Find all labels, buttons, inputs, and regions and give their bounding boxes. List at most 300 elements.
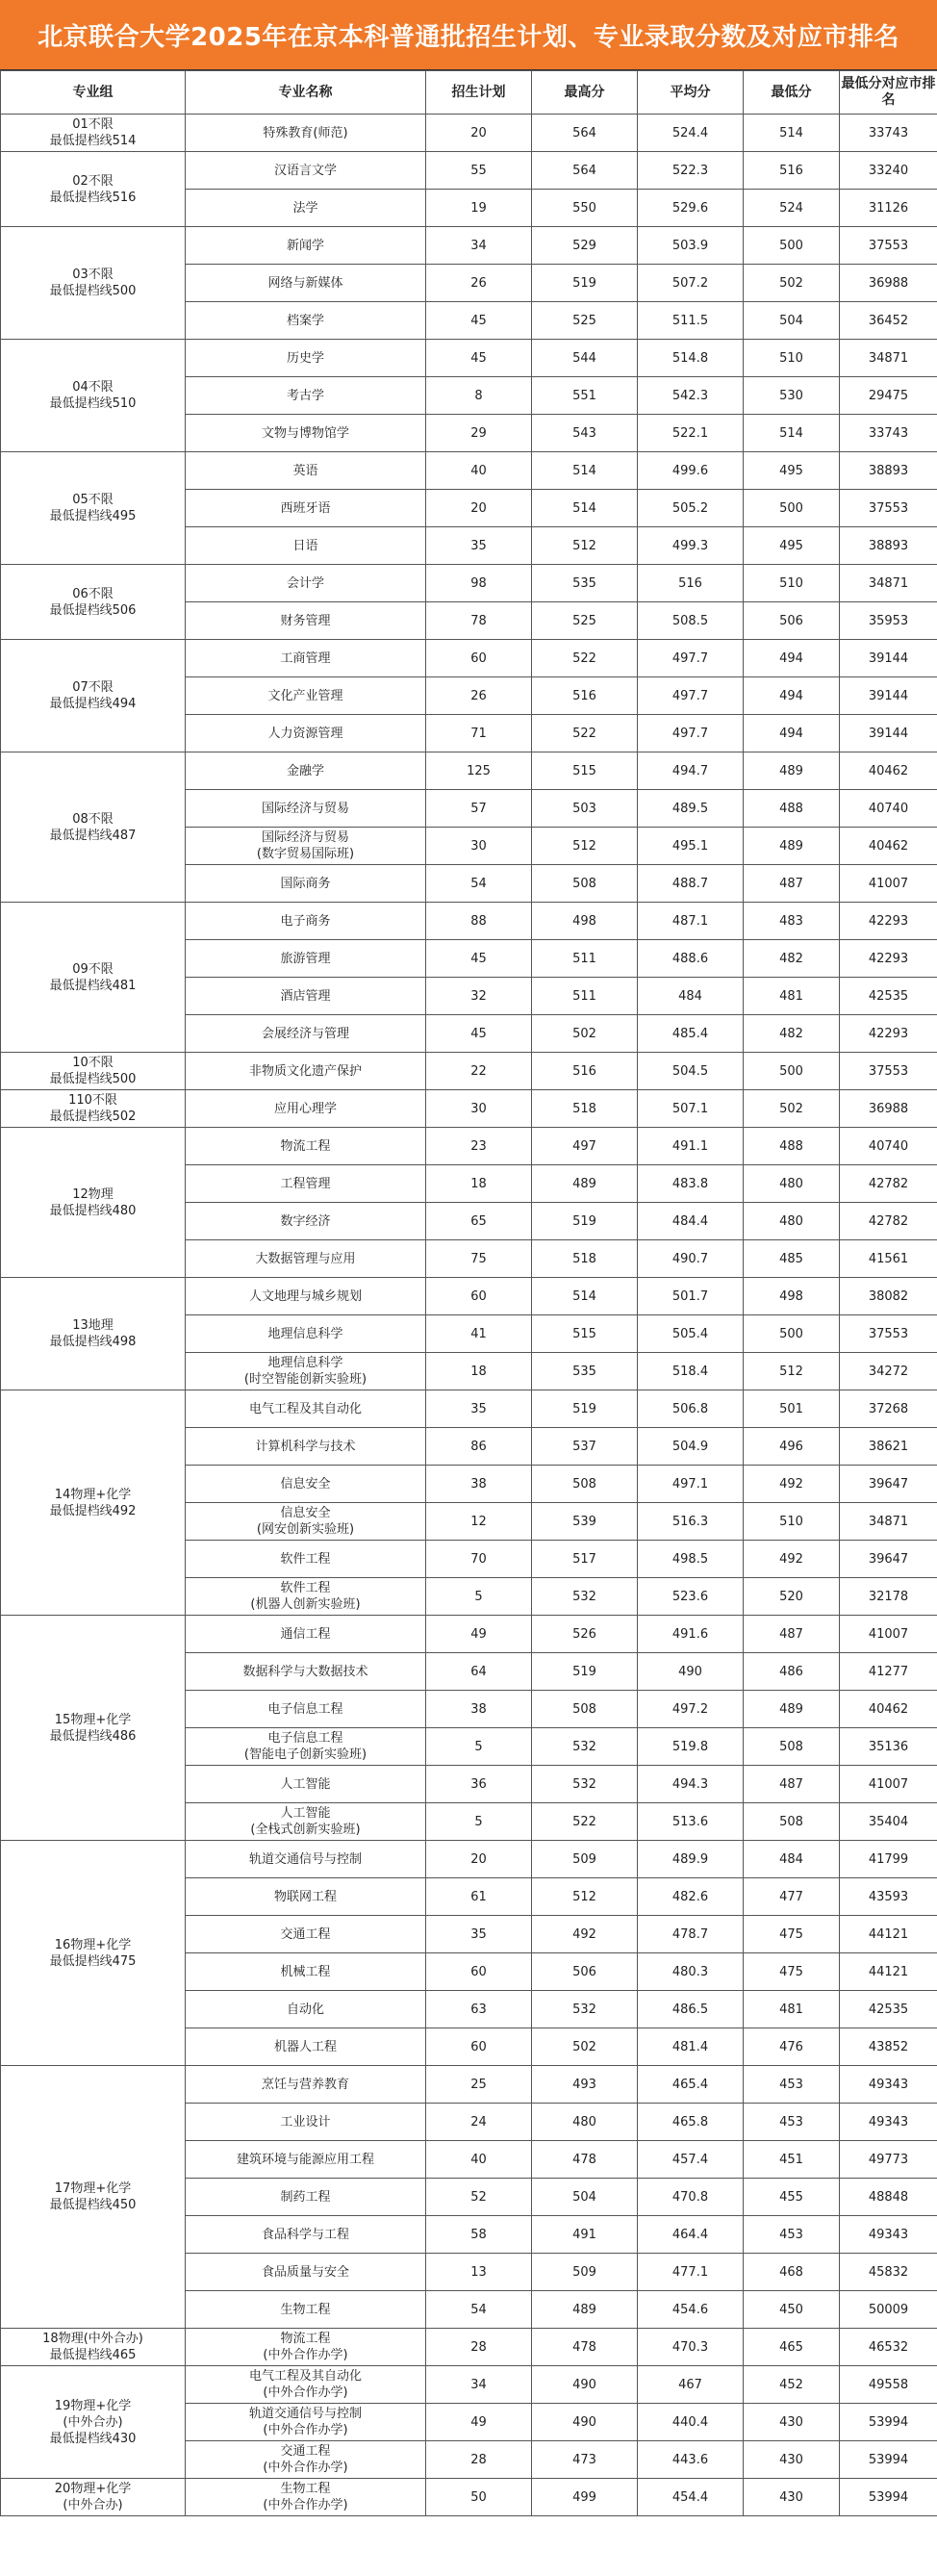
avg-score-cell: 484.4 (638, 1203, 744, 1240)
plan-count-cell: 64 (426, 1653, 532, 1691)
plan-count-cell: 52 (426, 2179, 532, 2216)
min-score-cell: 468 (744, 2254, 840, 2291)
min-score-cell: 494 (744, 640, 840, 677)
major-name-cell: 软件工程 (186, 1541, 426, 1578)
max-score-cell: 480 (532, 2104, 638, 2141)
avg-score-cell: 511.5 (638, 302, 744, 340)
city-rank-cell: 41007 (840, 1616, 937, 1653)
header-rank: 最低分对应市排名 (840, 71, 937, 115)
major-name-cell: 电子商务 (186, 903, 426, 940)
min-score-cell: 480 (744, 1165, 840, 1203)
table-row (1, 1390, 937, 1428)
plan-count-cell: 20 (426, 115, 532, 152)
min-score-cell: 510 (744, 340, 840, 377)
major-name-cell: 历史学 (186, 340, 426, 377)
plan-count-cell: 25 (426, 2066, 532, 2104)
city-rank-cell: 37553 (840, 227, 937, 265)
table-row (1, 752, 937, 790)
avg-score-cell: 497.7 (638, 677, 744, 715)
avg-score-cell: 508.5 (638, 602, 744, 640)
plan-count-cell: 71 (426, 715, 532, 752)
min-score-cell: 487 (744, 865, 840, 903)
major-name-cell: 机械工程 (186, 1953, 426, 1991)
group-cell: 20物理+化学 (中外合办) (1, 2479, 186, 2516)
city-rank-cell: 41799 (840, 1841, 937, 1878)
plan-count-cell: 19 (426, 190, 532, 227)
plan-count-cell: 60 (426, 2028, 532, 2066)
min-score-cell: 487 (744, 1616, 840, 1653)
max-score-cell: 525 (532, 302, 638, 340)
plan-count-cell: 26 (426, 677, 532, 715)
min-score-cell: 489 (744, 828, 840, 865)
max-score-cell: 473 (532, 2441, 638, 2479)
table-row (1, 1090, 937, 1128)
plan-count-cell: 35 (426, 527, 532, 565)
max-score-cell: 532 (532, 1578, 638, 1616)
header-min-score: 最低分 (744, 71, 840, 115)
city-rank-cell: 35404 (840, 1803, 937, 1841)
city-rank-cell: 42535 (840, 978, 937, 1015)
avg-score-cell: 497.7 (638, 715, 744, 752)
city-rank-cell: 33743 (840, 415, 937, 452)
max-score-cell: 537 (532, 1428, 638, 1466)
max-score-cell: 564 (532, 115, 638, 152)
avg-score-cell: 440.4 (638, 2404, 744, 2441)
group-cell: 06不限 最低提档线506 (1, 565, 186, 640)
avg-score-cell: 464.4 (638, 2216, 744, 2254)
plan-count-cell: 18 (426, 1165, 532, 1203)
group-cell: 14物理+化学 最低提档线492 (1, 1390, 186, 1616)
plan-count-cell: 41 (426, 1315, 532, 1353)
max-score-cell: 508 (532, 1466, 638, 1503)
city-rank-cell: 37268 (840, 1390, 937, 1428)
max-score-cell: 535 (532, 1353, 638, 1390)
max-score-cell: 508 (532, 1691, 638, 1728)
major-name-cell: 人力资源管理 (186, 715, 426, 752)
city-rank-cell: 49343 (840, 2104, 937, 2141)
min-score-cell: 489 (744, 752, 840, 790)
city-rank-cell: 39144 (840, 715, 937, 752)
major-name-cell: 地理信息科学 (186, 1315, 426, 1353)
plan-count-cell: 32 (426, 978, 532, 1015)
city-rank-cell: 42293 (840, 1015, 937, 1053)
city-rank-cell: 31126 (840, 190, 937, 227)
avg-score-cell: 503.9 (638, 227, 744, 265)
min-score-cell: 489 (744, 1691, 840, 1728)
plan-count-cell: 22 (426, 1053, 532, 1090)
major-name-cell: 交通工程 (中外合作办学) (186, 2441, 426, 2479)
max-score-cell: 502 (532, 2028, 638, 2066)
avg-score-cell: 494.7 (638, 752, 744, 790)
major-name-cell: 财务管理 (186, 602, 426, 640)
group-cell: 12物理 最低提档线480 (1, 1128, 186, 1278)
plan-count-cell: 58 (426, 2216, 532, 2254)
avg-score-cell: 470.8 (638, 2179, 744, 2216)
min-score-cell: 453 (744, 2216, 840, 2254)
min-score-cell: 501 (744, 1390, 840, 1428)
avg-score-cell: 480.3 (638, 1953, 744, 1991)
plan-count-cell: 30 (426, 828, 532, 865)
plan-count-cell: 54 (426, 2291, 532, 2329)
min-score-cell: 508 (744, 1728, 840, 1766)
major-name-cell: 自动化 (186, 1991, 426, 2028)
avg-score-cell: 490 (638, 1653, 744, 1691)
city-rank-cell: 37553 (840, 490, 937, 527)
avg-score-cell: 486.5 (638, 1991, 744, 2028)
table-row (1, 152, 937, 190)
major-name-cell: 物流工程 (中外合作办学) (186, 2329, 426, 2366)
max-score-cell: 518 (532, 1240, 638, 1278)
table-row (1, 452, 937, 490)
table-body (1, 115, 937, 2516)
major-name-cell: 计算机科学与技术 (186, 1428, 426, 1466)
min-score-cell: 485 (744, 1240, 840, 1278)
city-rank-cell: 36988 (840, 1090, 937, 1128)
avg-score-cell: 454.6 (638, 2291, 744, 2329)
city-rank-cell: 43593 (840, 1878, 937, 1916)
plan-count-cell: 78 (426, 602, 532, 640)
avg-score-cell: 523.6 (638, 1578, 744, 1616)
max-score-cell: 506 (532, 1953, 638, 1991)
max-score-cell: 564 (532, 152, 638, 190)
major-name-cell: 烹饪与营养教育 (186, 2066, 426, 2104)
max-score-cell: 503 (532, 790, 638, 828)
min-score-cell: 500 (744, 1053, 840, 1090)
max-score-cell: 518 (532, 1090, 638, 1128)
min-score-cell: 453 (744, 2104, 840, 2141)
major-name-cell: 英语 (186, 452, 426, 490)
min-score-cell: 480 (744, 1203, 840, 1240)
avg-score-cell: 497.2 (638, 1691, 744, 1728)
major-name-cell: 工程管理 (186, 1165, 426, 1203)
min-score-cell: 481 (744, 978, 840, 1015)
min-score-cell: 488 (744, 1128, 840, 1165)
major-name-cell: 大数据管理与应用 (186, 1240, 426, 1278)
avg-score-cell: 488.7 (638, 865, 744, 903)
major-name-cell: 建筑环境与能源应用工程 (186, 2141, 426, 2179)
avg-score-cell: 443.6 (638, 2441, 744, 2479)
group-cell: 09不限 最低提档线481 (1, 903, 186, 1053)
min-score-cell: 495 (744, 452, 840, 490)
avg-score-cell: 483.8 (638, 1165, 744, 1203)
max-score-cell: 514 (532, 1278, 638, 1315)
group-cell: 10不限 最低提档线500 (1, 1053, 186, 1090)
avg-score-cell: 491.1 (638, 1128, 744, 1165)
plan-count-cell: 98 (426, 565, 532, 602)
avg-score-cell: 522.1 (638, 415, 744, 452)
table-row (1, 903, 937, 940)
city-rank-cell: 42535 (840, 1991, 937, 2028)
plan-count-cell: 18 (426, 1353, 532, 1390)
plan-count-cell: 5 (426, 1728, 532, 1766)
min-score-cell: 430 (744, 2404, 840, 2441)
header-plan: 招生计划 (426, 71, 532, 115)
city-rank-cell: 33743 (840, 115, 937, 152)
min-score-cell: 492 (744, 1466, 840, 1503)
city-rank-cell: 34871 (840, 565, 937, 602)
major-name-cell: 生物工程 (186, 2291, 426, 2329)
major-name-cell: 轨道交通信号与控制 (186, 1841, 426, 1878)
max-score-cell: 532 (532, 1728, 638, 1766)
city-rank-cell: 41007 (840, 1766, 937, 1803)
city-rank-cell: 48848 (840, 2179, 937, 2216)
major-name-cell: 国际商务 (186, 865, 426, 903)
city-rank-cell: 41277 (840, 1653, 937, 1691)
max-score-cell: 512 (532, 828, 638, 865)
avg-score-cell: 467 (638, 2366, 744, 2404)
plan-count-cell: 8 (426, 377, 532, 415)
table-row (1, 1278, 937, 1315)
avg-score-cell: 482.6 (638, 1878, 744, 1916)
major-name-cell: 物联网工程 (186, 1878, 426, 1916)
major-name-cell: 西班牙语 (186, 490, 426, 527)
max-score-cell: 516 (532, 677, 638, 715)
major-name-cell: 地理信息科学 (时空智能创新实验班) (186, 1353, 426, 1390)
plan-count-cell: 45 (426, 940, 532, 978)
major-name-cell: 数字经济 (186, 1203, 426, 1240)
major-name-cell: 数据科学与大数据技术 (186, 1653, 426, 1691)
max-score-cell: 497 (532, 1128, 638, 1165)
min-score-cell: 477 (744, 1878, 840, 1916)
city-rank-cell: 38621 (840, 1428, 937, 1466)
max-score-cell: 492 (532, 1916, 638, 1953)
min-score-cell: 494 (744, 677, 840, 715)
plan-count-cell: 60 (426, 1953, 532, 1991)
admission-table (0, 70, 937, 2516)
group-cell: 19物理+化学 (中外合办) 最低提档线430 (1, 2366, 186, 2479)
min-score-cell: 494 (744, 715, 840, 752)
min-score-cell: 500 (744, 1315, 840, 1353)
major-name-cell: 信息安全 (186, 1466, 426, 1503)
min-score-cell: 451 (744, 2141, 840, 2179)
plan-count-cell: 35 (426, 1390, 532, 1428)
city-rank-cell: 49343 (840, 2216, 937, 2254)
plan-count-cell: 45 (426, 302, 532, 340)
avg-score-cell: 485.4 (638, 1015, 744, 1053)
max-score-cell: 514 (532, 452, 638, 490)
plan-count-cell: 29 (426, 415, 532, 452)
plan-count-cell: 86 (426, 1428, 532, 1466)
avg-score-cell: 481.4 (638, 2028, 744, 2066)
max-score-cell: 522 (532, 1803, 638, 1841)
avg-score-cell: 497.1 (638, 1466, 744, 1503)
avg-score-cell: 499.3 (638, 527, 744, 565)
group-cell: 08不限 最低提档线487 (1, 752, 186, 903)
plan-count-cell: 34 (426, 227, 532, 265)
header-avg-score: 平均分 (638, 71, 744, 115)
plan-count-cell: 88 (426, 903, 532, 940)
max-score-cell: 478 (532, 2329, 638, 2366)
city-rank-cell: 53994 (840, 2404, 937, 2441)
avg-score-cell: 514.8 (638, 340, 744, 377)
max-score-cell: 491 (532, 2216, 638, 2254)
avg-score-cell: 522.3 (638, 152, 744, 190)
avg-score-cell: 542.3 (638, 377, 744, 415)
city-rank-cell: 41561 (840, 1240, 937, 1278)
plan-count-cell: 13 (426, 2254, 532, 2291)
major-name-cell: 工业设计 (186, 2104, 426, 2141)
max-score-cell: 529 (532, 227, 638, 265)
avg-score-cell: 507.2 (638, 265, 744, 302)
major-name-cell: 软件工程 (机器人创新实验班) (186, 1578, 426, 1616)
min-score-cell: 430 (744, 2441, 840, 2479)
city-rank-cell: 33240 (840, 152, 937, 190)
min-score-cell: 486 (744, 1653, 840, 1691)
city-rank-cell: 42782 (840, 1203, 937, 1240)
min-score-cell: 487 (744, 1766, 840, 1803)
city-rank-cell: 46532 (840, 2329, 937, 2366)
avg-score-cell: 470.3 (638, 2329, 744, 2366)
header-max-score: 最高分 (532, 71, 638, 115)
table-row (1, 2479, 937, 2516)
avg-score-cell: 504.9 (638, 1428, 744, 1466)
min-score-cell: 502 (744, 265, 840, 302)
plan-count-cell: 40 (426, 2141, 532, 2179)
major-name-cell: 文物与博物馆学 (186, 415, 426, 452)
avg-score-cell: 489.5 (638, 790, 744, 828)
max-score-cell: 532 (532, 1991, 638, 2028)
min-score-cell: 475 (744, 1916, 840, 1953)
major-name-cell: 法学 (186, 190, 426, 227)
table-row (1, 640, 937, 677)
plan-count-cell: 125 (426, 752, 532, 790)
avg-score-cell: 465.4 (638, 2066, 744, 2104)
avg-score-cell: 490.7 (638, 1240, 744, 1278)
min-score-cell: 453 (744, 2066, 840, 2104)
city-rank-cell: 42293 (840, 903, 937, 940)
plan-count-cell: 61 (426, 1878, 532, 1916)
max-score-cell: 509 (532, 2254, 638, 2291)
max-score-cell: 498 (532, 903, 638, 940)
group-cell: 18物理(中外合办) 最低提档线465 (1, 2329, 186, 2366)
avg-score-cell: 499.6 (638, 452, 744, 490)
avg-score-cell: 516 (638, 565, 744, 602)
plan-count-cell: 45 (426, 340, 532, 377)
city-rank-cell: 40462 (840, 752, 937, 790)
avg-score-cell: 478.7 (638, 1916, 744, 1953)
header-group: 专业组 (1, 71, 186, 115)
min-score-cell: 495 (744, 527, 840, 565)
major-name-cell: 会计学 (186, 565, 426, 602)
city-rank-cell: 34871 (840, 1503, 937, 1541)
min-score-cell: 465 (744, 2329, 840, 2366)
city-rank-cell: 39144 (840, 640, 937, 677)
max-score-cell: 512 (532, 527, 638, 565)
avg-score-cell: 506.8 (638, 1390, 744, 1428)
major-name-cell: 电气工程及其自动化 (186, 1390, 426, 1428)
city-rank-cell: 49773 (840, 2141, 937, 2179)
city-rank-cell: 36452 (840, 302, 937, 340)
table-row (1, 1841, 937, 1878)
min-score-cell: 452 (744, 2366, 840, 2404)
avg-score-cell: 495.1 (638, 828, 744, 865)
city-rank-cell: 42782 (840, 1165, 937, 1203)
max-score-cell: 478 (532, 2141, 638, 2179)
avg-score-cell: 487.1 (638, 903, 744, 940)
city-rank-cell: 32178 (840, 1578, 937, 1616)
major-name-cell: 会展经济与管理 (186, 1015, 426, 1053)
avg-score-cell: 504.5 (638, 1053, 744, 1090)
city-rank-cell: 44121 (840, 1953, 937, 1991)
plan-count-cell: 49 (426, 1616, 532, 1653)
avg-score-cell: 505.2 (638, 490, 744, 527)
page-title: 北京联合大学2025年在京本科普通批招生计划、专业录取分数及对应市排名 (0, 0, 937, 70)
max-score-cell: 489 (532, 1165, 638, 1203)
city-rank-cell: 37553 (840, 1315, 937, 1353)
max-score-cell: 522 (532, 715, 638, 752)
min-score-cell: 482 (744, 1015, 840, 1053)
city-rank-cell: 39144 (840, 677, 937, 715)
avg-score-cell: 489.9 (638, 1841, 744, 1878)
city-rank-cell: 34871 (840, 340, 937, 377)
max-score-cell: 516 (532, 1053, 638, 1090)
group-cell: 03不限 最低提档线500 (1, 227, 186, 340)
table-row (1, 340, 937, 377)
avg-score-cell: 497.7 (638, 640, 744, 677)
table-row (1, 1616, 937, 1653)
min-score-cell: 514 (744, 415, 840, 452)
min-score-cell: 498 (744, 1278, 840, 1315)
city-rank-cell: 53994 (840, 2441, 937, 2479)
plan-count-cell: 20 (426, 1841, 532, 1878)
min-score-cell: 488 (744, 790, 840, 828)
city-rank-cell: 37553 (840, 1053, 937, 1090)
plan-count-cell: 55 (426, 152, 532, 190)
plan-count-cell: 38 (426, 1466, 532, 1503)
major-name-cell: 信息安全 (网安创新实验班) (186, 1503, 426, 1541)
major-name-cell: 旅游管理 (186, 940, 426, 978)
major-name-cell: 人文地理与城乡规划 (186, 1278, 426, 1315)
major-name-cell: 人工智能 (全栈式创新实验班) (186, 1803, 426, 1841)
plan-count-cell: 26 (426, 265, 532, 302)
table-row (1, 2066, 937, 2104)
plan-count-cell: 75 (426, 1240, 532, 1278)
city-rank-cell: 41007 (840, 865, 937, 903)
max-score-cell: 512 (532, 1878, 638, 1916)
max-score-cell: 535 (532, 565, 638, 602)
table-row (1, 1053, 937, 1090)
city-rank-cell: 45832 (840, 2254, 937, 2291)
max-score-cell: 504 (532, 2179, 638, 2216)
max-score-cell: 511 (532, 940, 638, 978)
city-rank-cell: 38893 (840, 527, 937, 565)
min-score-cell: 482 (744, 940, 840, 978)
avg-score-cell: 513.6 (638, 1803, 744, 1841)
max-score-cell: 522 (532, 640, 638, 677)
table-row (1, 2366, 937, 2404)
plan-count-cell: 57 (426, 790, 532, 828)
group-cell: 15物理+化学 最低提档线486 (1, 1616, 186, 1841)
min-score-cell: 484 (744, 1841, 840, 1878)
plan-count-cell: 24 (426, 2104, 532, 2141)
plan-count-cell: 60 (426, 1278, 532, 1315)
max-score-cell: 551 (532, 377, 638, 415)
min-score-cell: 504 (744, 302, 840, 340)
max-score-cell: 517 (532, 1541, 638, 1578)
avg-score-cell: 505.4 (638, 1315, 744, 1353)
min-score-cell: 450 (744, 2291, 840, 2329)
major-name-cell: 食品质量与安全 (186, 2254, 426, 2291)
max-score-cell: 525 (532, 602, 638, 640)
avg-score-cell: 494.3 (638, 1766, 744, 1803)
avg-score-cell: 518.4 (638, 1353, 744, 1390)
city-rank-cell: 50009 (840, 2291, 937, 2329)
major-name-cell: 电子信息工程 (智能电子创新实验班) (186, 1728, 426, 1766)
major-name-cell: 应用心理学 (186, 1090, 426, 1128)
group-cell: 02不限 最低提档线516 (1, 152, 186, 227)
city-rank-cell: 40462 (840, 1691, 937, 1728)
city-rank-cell: 40740 (840, 1128, 937, 1165)
